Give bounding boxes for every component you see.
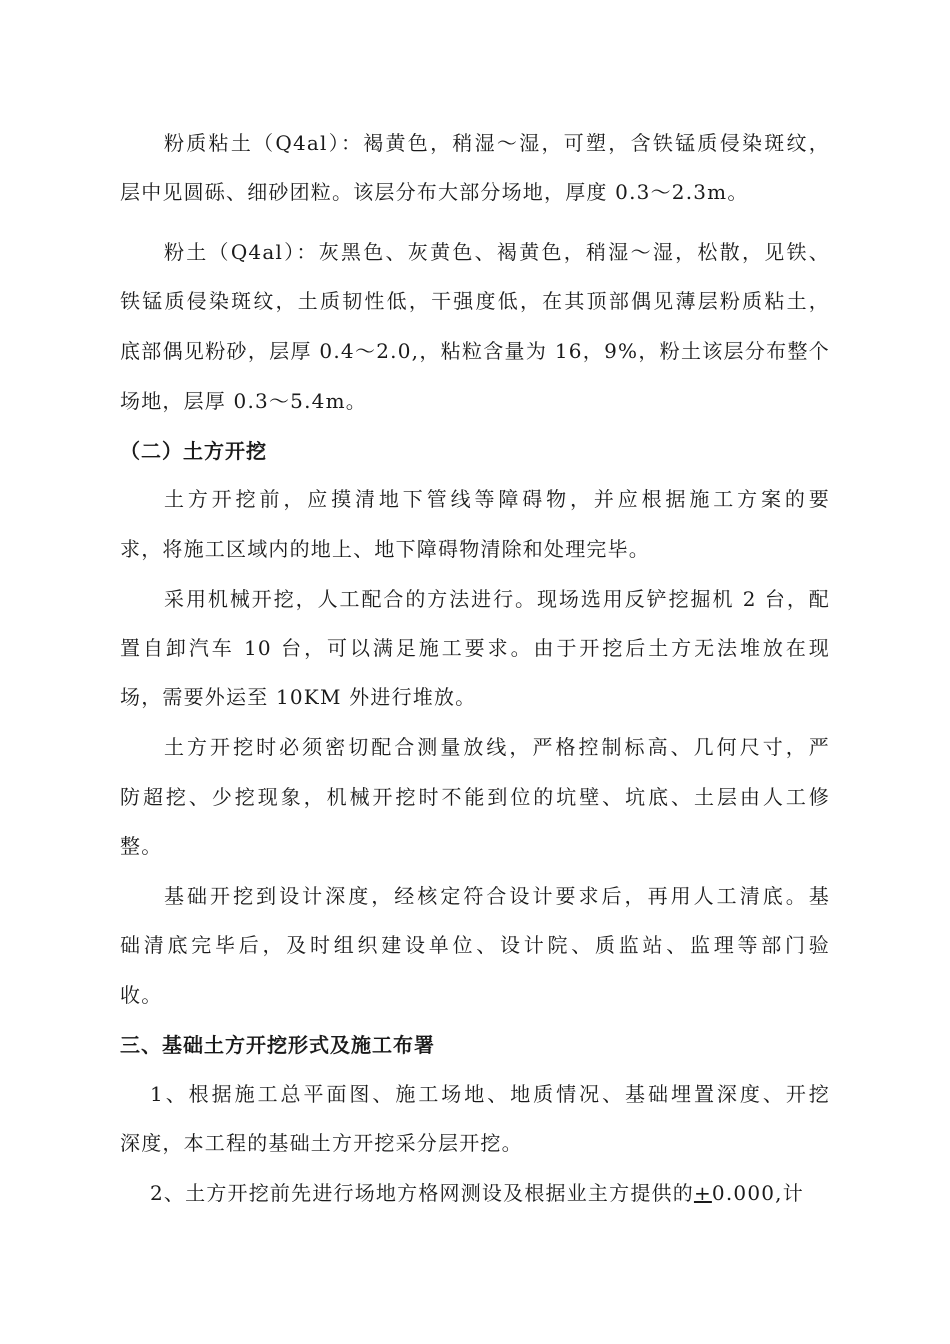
section-heading: （二）土方开挖: [120, 439, 267, 463]
paragraph-line: 土方开挖时必须密切配合测量放线，严格控制标高、几何尺寸，严: [164, 735, 830, 759]
paragraph-line: 防超挖、少挖现象，机械开挖时不能到位的坑壁、坑底、土层由人工修: [120, 785, 830, 809]
paragraph-line: 1、根据施工总平面图、施工场地、地质情况、基础埋置深度、开挖: [150, 1082, 830, 1106]
paragraph-line: 整。: [120, 834, 163, 858]
section-heading: 三、基础土方开挖形式及施工布署: [120, 1033, 435, 1057]
paragraph-line: 场，需要外运至 10KM 外进行堆放。: [120, 685, 477, 709]
line-text: 0.000,计: [711, 1181, 804, 1205]
paragraph-line: 铁锰质侵染斑纹，土质韧性低，干强度低，在其顶部偶见薄层粉质粘土，: [120, 289, 830, 313]
paragraph-line: [150, 1180, 830, 1206]
paragraph-line: 基础开挖到设计深度，经核定符合设计要求后，再用人工清底。基: [164, 884, 830, 908]
paragraph-line: 粉土（Q4al）：灰黑色、灰黄色、褐黄色，稍湿～湿，松散，见铁、: [164, 240, 830, 264]
paragraph-line: 场地，层厚 0.3～5.4m。: [120, 389, 367, 413]
paragraph-line: 收。: [120, 983, 163, 1007]
paragraph-line: 底部偶见粉砂，层厚 0.4～2.0,，粘粒含量为 16，9%，粉土该层分布整个: [120, 339, 830, 363]
paragraph-line: 层中见圆砾、细砂团粒。该层分布大部分场地，厚度 0.3～2.3m。: [120, 180, 749, 204]
paragraph-line: 土方开挖前，应摸清地下管线等障碍物，并应根据施工方案的要: [164, 487, 830, 511]
paragraph-line: 础清底完毕后，及时组织建设单位、设计院、质监站、监理等部门验: [120, 933, 830, 957]
line-text: 2、土方开挖前先进行场地方格网测设及根据业主方提供的: [150, 1181, 694, 1205]
paragraph-line: 求，将施工区域内的地上、地下障碍物清除和处理完毕。: [120, 537, 650, 561]
paragraph-line: 置自卸汽车 10 台，可以满足施工要求。由于开挖后土方无法堆放在现: [120, 636, 830, 660]
paragraph-line: 采用机械开挖，人工配合的方法进行。现场选用反铲挖掘机 2 台，配: [164, 587, 830, 611]
paragraph-line: 粉质粘土（Q4al）：褐黄色，稍湿～湿，可塑，含铁锰质侵染斑纹，: [164, 131, 830, 155]
paragraph-line: 深度，本工程的基础土方开挖采分层开挖。: [120, 1131, 523, 1155]
plus-sign: +: [693, 1181, 712, 1205]
